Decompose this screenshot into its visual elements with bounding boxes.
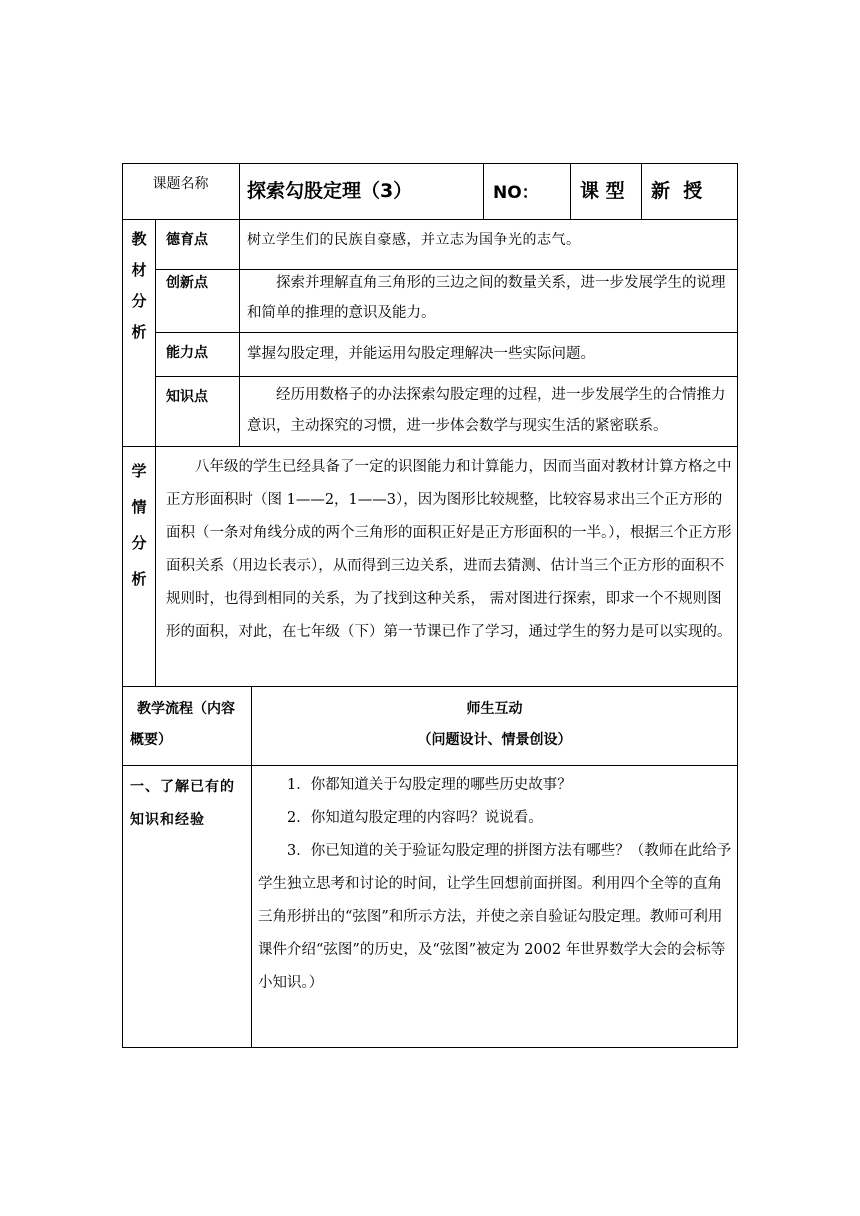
col-divider bbox=[570, 163, 571, 219]
col-divider bbox=[239, 163, 240, 219]
row-text-knowledge: 经历用数格子的办法探索勾股定理的过程，进一步发展学生的合情推力意识，主动探究的习惯，进一步体会数学与现实生活的紧密联系。 bbox=[247, 387, 726, 434]
section-label-student: 学 情 分 析 bbox=[131, 462, 147, 588]
row-divider bbox=[122, 219, 738, 220]
row-divider bbox=[155, 376, 738, 377]
question-item: 1．你都知道关于勾股定理的哪些历史故事？ bbox=[287, 777, 572, 793]
question-item: 2．你知道勾股定理的内容吗？说说看。 bbox=[287, 810, 543, 826]
row-text-innovation: 探索并理解直角三角形的三边之间的数量关系，进一步发展学生的说理和简单的推理的意识及能力。 bbox=[247, 275, 726, 321]
process-column-header: 教学流程（内容概要） bbox=[130, 701, 235, 748]
title-label: 课题名称 bbox=[152, 176, 209, 192]
step-1-label: 一、了解已有的知识和经验 bbox=[130, 779, 235, 828]
row-text-ability: 掌握勾股定理，并能运用勾股定理解决一些实际问题。 bbox=[247, 346, 595, 362]
question-item: 3．你已知道的关于验证勾股定理的拼图方法有哪些？（教师在此给予学生独立思考和讨论的时间，让学生回想前面拼图。利用四个全等的直角三角形拼出的“弦图”和所示方法，并使之亲自验证勾股定理。教师可利用课件介绍“弦图”的历史，及“弦图”被定为 2002 年世界数学大会的会标等小知识。） bbox=[258, 843, 732, 991]
row-label-knowledge: 知识点 bbox=[166, 389, 208, 405]
col-divider bbox=[155, 219, 156, 686]
lesson-type-label: 课 型 bbox=[580, 180, 625, 202]
lesson-type-value: 新 授 bbox=[651, 180, 703, 202]
row-divider bbox=[122, 686, 738, 687]
interaction-column-header: 师生互动 （问题设计、情景创设） bbox=[417, 701, 572, 748]
col-divider bbox=[239, 219, 240, 446]
row-label-ability: 能力点 bbox=[166, 345, 208, 361]
row-divider bbox=[155, 332, 738, 333]
row-text-moral: 树立学生们的民族自豪感，并立志为国争光的志气。 bbox=[247, 232, 581, 248]
row-divider bbox=[122, 446, 738, 447]
number-label: NO： bbox=[493, 183, 539, 203]
step-1-content bbox=[258, 769, 732, 1000]
student-analysis-text: 八年级的学生已经具备了一定的识图能力和计算能力，因而当面对教材计算方格之中正方形面积时（图 1——2，1——3），因为图形比较规整，比较容易求出三个正方形的面积（一条对角线分成的两个三角形的面积正好是正方形面积的一半。），根据三个正方形面积关系（用边长表示），从而得到三边关系，进而去猜测、估计当三个正方形的面积不规则时，也得到相同的关系，为了找到这种关系， 需对图进行探索，即求一个不规则图形的面积，对此，在七年级（下）第一节课已作了学习，通过学生的努力是可以实现的。 bbox=[166, 459, 732, 640]
lesson-title: 探索勾股定理（3） bbox=[247, 180, 413, 202]
row-label-innovation: 创新点 bbox=[166, 275, 208, 291]
row-divider bbox=[122, 765, 738, 766]
section-label-material: 教 材 分 析 bbox=[131, 230, 147, 341]
row-label-moral: 德育点 bbox=[166, 232, 208, 248]
col-divider bbox=[483, 163, 484, 219]
col-divider bbox=[641, 163, 642, 219]
